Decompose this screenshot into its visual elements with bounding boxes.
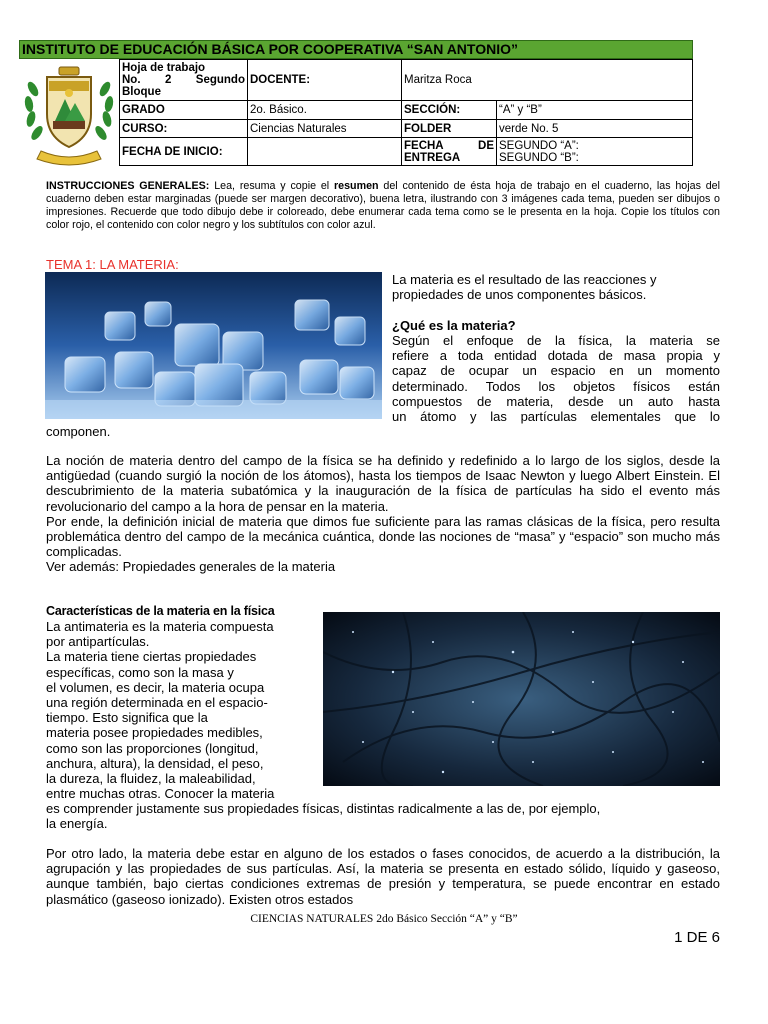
- fecha-inicio-label: FECHA DE INICIO:: [120, 138, 248, 166]
- characteristics-tail-1: es comprender justamente sus propiedades físicas, distintas radicalmente a las de, por ejemplo,: [46, 801, 601, 816]
- materia-definition: Según el enfoque de la física, la materia se refiere a toda entidad dotada de masa propia y capaz de ocupar un espacio en un momento determinado. Todos los objetos físicos están compuestos de materia, desde un auto hasta un átomo y las partículas elementales que lo: [392, 333, 720, 425]
- fecha-entrega-label: FECHA DE ENTREGA: [402, 138, 497, 166]
- paragraph-quantum: Por ende, la definición inicial de materia que dimos fue suficiente para las ramas clásicas de la física, pero resulta problemática dentro del campo de la mecánica cuántica, donde las nociones de “masa” y “espacio” son mucho más complicadas.: [46, 514, 720, 560]
- materia-intro: La materia es el resultado de las reacciones y propiedades de unos componentes básicos.: [392, 272, 657, 303]
- definition-tail: componen.: [46, 424, 111, 439]
- question-heading: ¿Qué es la materia?: [392, 318, 516, 333]
- curso-label: CURSO:: [120, 120, 248, 138]
- school-crest-icon: [19, 59, 119, 169]
- cosmic-web-photo: [323, 612, 720, 786]
- seccion-label: SECCIÓN:: [402, 101, 497, 120]
- worksheet-cell: Hoja de trabajo No. 2 Segundo Bloque: [120, 60, 248, 101]
- ice-cubes-photo: [45, 272, 382, 419]
- docente-value: Maritza Roca: [402, 60, 693, 101]
- see-also-line: Ver además: Propiedades generales de la materia: [46, 559, 336, 574]
- general-instructions: INSTRUCCIONES GENERALES: Lea, resuma y copie el resumen del contenido de ésta hoja de trabajo en el cuaderno, las hojas del cuaderno deben estar marginadas (puede ser margen decorativo), buena letra, ilustrando con 3 imágenes cada tema, pueden ser dibujos o impresiones. Recuerde que todo dibujo debe ir coloreado, debe enumerar cada tema como se le presenta en la hoja. Copie los títulos con color rojo, el contenido con color negro y los subtítulos con color azul.: [46, 180, 721, 231]
- characteristics-heading: Características de la materia en la física: [46, 604, 275, 618]
- worksheet-label: Hoja de trabajo: [122, 62, 206, 74]
- curso-value: Ciencias Naturales: [248, 120, 402, 138]
- characteristics-text: La antimateria es la materia compuesta por antipartículas. La materia tiene ciertas propiedades específicas, como son la masa y el volumen, es decir, la materia ocupa una región determinada en el espacio- tiempo. Esto significa que la materia posee propiedades medibles, como son las proporciones (longitud, anchura, altura), la densidad, el peso, la dureza, la fluidez, la maleabilidad, entre muchas otras. Conocer la materia: [46, 619, 275, 802]
- institution-title: INSTITUTO DE EDUCACIÓN BÁSICA POR COOPERATIVA “SAN ANTONIO”: [19, 40, 693, 59]
- header-table: [119, 59, 693, 166]
- fecha-inicio-value: [248, 138, 402, 166]
- worksheet-number-row: No. 2 Segundo: [122, 74, 245, 86]
- page-footer: CIENCIAS NATURALES 2do Básico Sección “A” y “B”: [250, 913, 518, 925]
- docente-label: DOCENTE:: [248, 60, 402, 101]
- paragraph-history: La noción de materia dentro del campo de la física se ha definido y redefinido a lo largo de los siglos, desde la antigüedad (cuando surgió la noción de los átomos), hasta los tiempos de Isaac Newton y luego Albert Einstein. El descubrimiento de la materia subatómica y la inauguración de la física de partículas ha sido el evento más revolucionario del campo a la hora de pensar en la materia.: [46, 453, 720, 514]
- grado-value: 2o. Básico.: [248, 101, 402, 120]
- folder-value: verde No. 5: [497, 120, 693, 138]
- tema-title: TEMA 1: LA MATERIA:: [46, 257, 179, 272]
- paragraph-states: Por otro lado, la materia debe estar en alguno de los estados o fases conocidos, de acuerdo a la distribución, la agrupación y las propiedades de sus partículas. Así, la materia se presenta en estado sólido, líquido y gaseoso, aunque también, bajo ciertas condiciones extremas de presión y temperatura, se puede encontrar en estado plasmático (gaseoso ionizado). Existen otros estados: [46, 846, 720, 907]
- fecha-entrega-value: SEGUNDO “A”: SEGUNDO “B”:: [497, 138, 693, 166]
- characteristics-tail-2: la energía.: [46, 816, 108, 831]
- seccion-value: “A” y “B”: [497, 101, 693, 120]
- grado-label: GRADO: [120, 101, 248, 120]
- page-number: 1 DE 6: [674, 929, 720, 946]
- folder-label: FOLDER: [402, 120, 497, 138]
